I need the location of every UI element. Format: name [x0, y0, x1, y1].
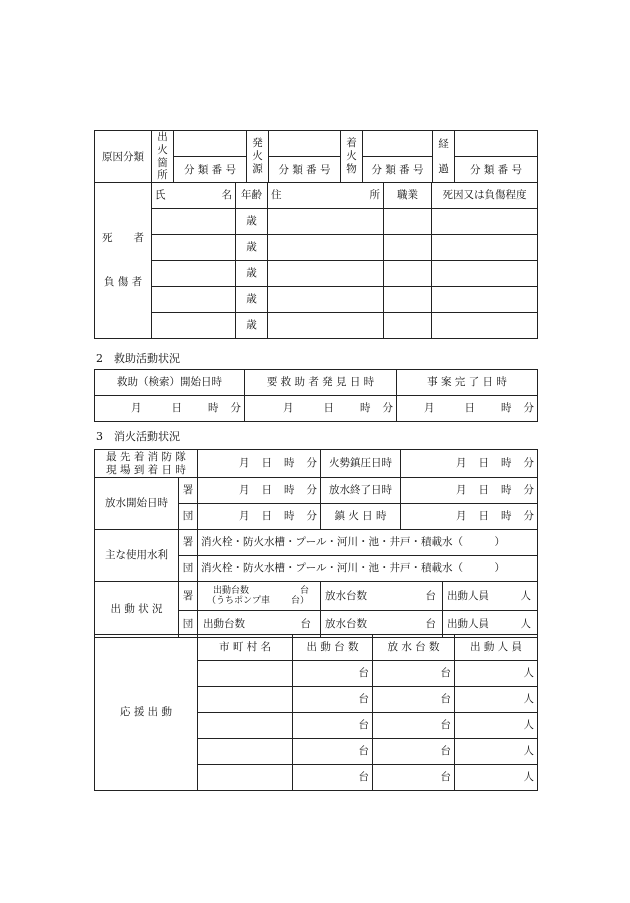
- rescue-section-title: 2 救助活動状況: [96, 352, 180, 365]
- discharge-start-brigade-datetime[interactable]: 月 日 時 分: [198, 504, 321, 530]
- personnel-cell[interactable]: 人: [455, 739, 538, 765]
- discharge-count-cell[interactable]: 台: [373, 765, 455, 791]
- municipality-input[interactable]: [198, 713, 293, 739]
- brigade-dispatch-count[interactable]: 出動台数 台: [198, 611, 321, 638]
- name-input[interactable]: [152, 261, 236, 287]
- occupation-input[interactable]: [384, 209, 432, 235]
- discharge-count-cell[interactable]: 台: [373, 661, 455, 687]
- brigade-label: 団: [179, 611, 198, 638]
- discharge-end-datetime[interactable]: 月 日 時 分: [401, 478, 538, 504]
- brigade-discharge-personnel[interactable]: 放水台数 台 出動人員 人: [321, 611, 538, 638]
- source-class-number: 分 類 番 号: [269, 157, 341, 183]
- name-input[interactable]: [152, 235, 236, 261]
- address-input[interactable]: [268, 287, 384, 313]
- age-unit: 歳: [236, 235, 268, 261]
- rescue-start-datetime[interactable]: 月 日 時 分: [95, 396, 245, 422]
- address-input[interactable]: [268, 313, 384, 339]
- process-class-number: 分 類 番 号: [455, 157, 538, 183]
- table-row: [95, 261, 538, 287]
- age-header: 年齢: [236, 183, 268, 209]
- cause-label: 原因分類: [95, 131, 152, 183]
- process-label: 経 過: [433, 131, 455, 183]
- municipality-input[interactable]: [198, 739, 293, 765]
- brigade-label: 団: [179, 504, 198, 530]
- case-complete-header: 事 案 完 了 日 時: [397, 370, 538, 396]
- brigade-label: 団: [179, 556, 198, 582]
- age-unit: 歳: [236, 313, 268, 339]
- dispatch-status-label: 出 動 状 況: [95, 582, 179, 638]
- personnel-cell[interactable]: 人: [455, 687, 538, 713]
- age-unit: 歳: [236, 209, 268, 235]
- case-complete-datetime[interactable]: 月 日 時 分: [397, 396, 538, 422]
- discharge-count-header: 放 水 台 数: [373, 635, 455, 661]
- firefight-section-title: 3 消火活動状況: [96, 430, 180, 443]
- material-class-number: 分 類 番 号: [363, 157, 433, 183]
- discharge-count-cell[interactable]: 台: [373, 687, 455, 713]
- address-input[interactable]: [268, 209, 384, 235]
- discharge-start-station-datetime[interactable]: 月 日 時 分: [198, 478, 321, 504]
- injury-input[interactable]: [432, 287, 538, 313]
- station-label: 署: [179, 478, 198, 504]
- municipality-input[interactable]: [198, 765, 293, 791]
- ignition-source-input[interactable]: [269, 131, 341, 157]
- water-source-station-options[interactable]: 消火栓・防火水槽・プール・河川・池・井戸・積載水（ ）: [198, 530, 538, 556]
- station-discharge-personnel[interactable]: 放水台数 台 出動人員 人: [321, 582, 538, 611]
- suppression-label: 火勢鎮圧日時: [321, 450, 401, 478]
- cause-casualty-table: [94, 130, 538, 183]
- name-input[interactable]: [152, 287, 236, 313]
- discharge-count-cell[interactable]: 台: [373, 713, 455, 739]
- extinguished-datetime[interactable]: 月 日 時 分: [401, 504, 538, 530]
- ignition-source-label: 発 火 源: [247, 131, 269, 183]
- injury-input[interactable]: [432, 209, 538, 235]
- station-dispatch-count[interactable]: 出動台数 台 （うちポンプ車 台）: [198, 582, 321, 611]
- rescue-start-header: 救助（検索）開始日時: [95, 370, 245, 396]
- casualty-table: [94, 182, 538, 339]
- dispatch-count-cell[interactable]: 台: [293, 713, 373, 739]
- municipality-header: 市 町 村 名: [198, 635, 293, 661]
- table-row: [95, 313, 538, 339]
- rescue-found-datetime[interactable]: 月 日 時 分: [245, 396, 397, 422]
- personnel-cell[interactable]: 人: [455, 713, 538, 739]
- dispatch-count-header: 出 動 台 数: [293, 635, 373, 661]
- injury-input[interactable]: [432, 313, 538, 339]
- station-label: 署: [179, 530, 198, 556]
- extinguished-label: 鎮 火 日 時: [321, 504, 401, 530]
- station-label: 署: [179, 582, 198, 611]
- rescue-found-header: 要 救 助 者 発 見 日 時: [245, 370, 397, 396]
- water-source-label: 主な使用水利: [95, 530, 179, 582]
- cause-injury-header: 死因又は負傷程度: [432, 183, 538, 209]
- casualty-label: 死 者 負 傷 者: [95, 183, 152, 339]
- process-input[interactable]: [455, 131, 538, 157]
- dispatch-count-cell[interactable]: 台: [293, 765, 373, 791]
- personnel-cell[interactable]: 人: [455, 765, 538, 791]
- municipality-input[interactable]: [198, 687, 293, 713]
- origin-place-input[interactable]: [174, 131, 247, 157]
- name-input[interactable]: [152, 313, 236, 339]
- municipality-input[interactable]: [198, 661, 293, 687]
- water-source-brigade-options[interactable]: 消火栓・防火水槽・プール・河川・池・井戸・積載水（ ）: [198, 556, 538, 582]
- support-dispatch-label: 応 援 出 動: [95, 635, 198, 791]
- firefight-table: [94, 449, 538, 638]
- discharge-count-cell[interactable]: 台: [373, 739, 455, 765]
- dispatch-count-cell[interactable]: 台: [293, 739, 373, 765]
- suppression-datetime[interactable]: 月 日 時 分: [401, 450, 538, 478]
- table-row: [95, 235, 538, 261]
- first-arrival-label: 最 先 着 消 防 隊 現 場 到 着 日 時: [95, 450, 198, 478]
- origin-class-number: 分 類 番 号: [174, 157, 247, 183]
- address-header: 住 所: [268, 183, 384, 209]
- personnel-header: 出 動 人 員: [455, 635, 538, 661]
- ignited-material-label: 着 火 物: [341, 131, 363, 183]
- dispatch-count-cell[interactable]: 台: [293, 661, 373, 687]
- age-unit: 歳: [236, 287, 268, 313]
- occupation-input[interactable]: [384, 235, 432, 261]
- discharge-end-label: 放水終了日時: [321, 478, 401, 504]
- occupation-input[interactable]: [384, 261, 432, 287]
- name-input[interactable]: [152, 209, 236, 235]
- rescue-table: [94, 369, 538, 422]
- dispatch-count-cell[interactable]: 台: [293, 687, 373, 713]
- support-dispatch-table: [94, 634, 538, 791]
- occupation-header: 職業: [384, 183, 432, 209]
- origin-place-label: 出 火 箇 所: [152, 131, 174, 183]
- injury-input[interactable]: [432, 235, 538, 261]
- ignited-material-input[interactable]: [363, 131, 433, 157]
- name-header: 氏 名: [152, 183, 236, 209]
- age-unit: 歳: [236, 261, 268, 287]
- discharge-start-label: 放水開始日時: [95, 478, 179, 530]
- address-input[interactable]: [268, 261, 384, 287]
- occupation-input[interactable]: [384, 313, 432, 339]
- table-row: [95, 287, 538, 313]
- injury-input[interactable]: [432, 261, 538, 287]
- first-arrival-datetime[interactable]: 月 日 時 分: [198, 450, 321, 478]
- personnel-cell[interactable]: 人: [455, 661, 538, 687]
- occupation-input[interactable]: [384, 287, 432, 313]
- address-input[interactable]: [268, 235, 384, 261]
- table-row: [95, 209, 538, 235]
